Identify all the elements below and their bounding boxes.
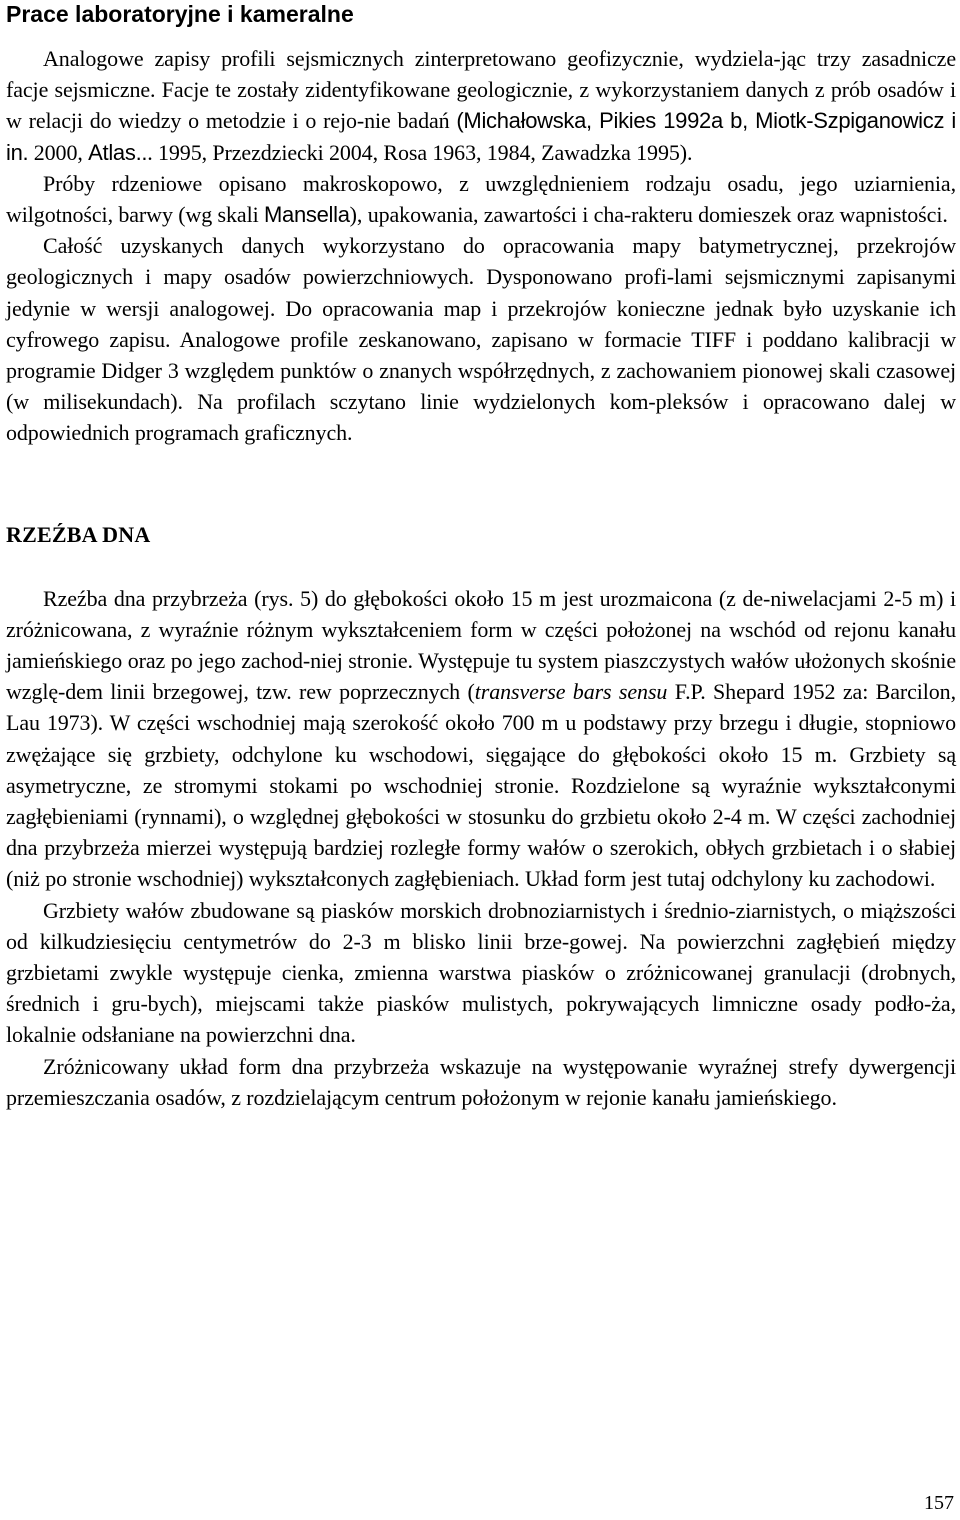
citation-text: Mansella [264, 202, 350, 228]
paragraph-text: . 1995, Przezdziecki 2004, Rosa 1963, 1984, Zawadzka 1995). [147, 139, 693, 165]
paragraph-data-processing: Całość uzyskanych danych wykorzystano do opracowania mapy batymetrycznej, przekrojów geologicznych i mapy osadów powierzchniowych. Dysponowano profi-lami sejsmicznymi zapisanymi jedynie w wersji analogowej. Do opracowania map i przekrojów konieczne jednak było uzyskanie ich cyfrowego zapisu. Analogowe profile zeskanowano, zapisano w formacie TIFF i poddano kalibracji w programie Didger 3 względem punktów o znanych współrzędnych, z zachowaniem pionowej skali czasowej (w milisekundach). Na profilach sczytano linie wydzielonych kom-pleksów i opracowano dalej w odpowiednich programach graficznych. [6, 233, 956, 446]
page-number: 157 [924, 1492, 954, 1514]
document-page [6, 0, 956, 1113]
paragraph-text: Próby rdzeniowe opisano makroskopowo, z uwzględnieniem rodzaju osadu, jego uziarnienia, wilgotności, barwy (wg skali [6, 170, 956, 228]
citation-text: Atlas.. [88, 139, 148, 165]
paragraph-seabed-relief [6, 583, 956, 895]
paragraph-text: Rzeźba dna przybrzeża (rys. 5) do głębokości około 15 m jest urozmaicona (z de-niwelacjami 2-5 m) i zróżnicowana, z wyraźnie różnym wykształceniem form w części położonej na wschód od rejonu kanału jamieńskiego oraz po jego zachod-niej stronie. Występuje tu system piaszczystych wałów ułożonych skośnie wzglę-dem linii brzegowej, tzw. rew poprzecznych ( [6, 585, 956, 705]
paragraph-divergence-zone: Zróżnicowany układ form dna przybrzeża wskazuje na występowanie wyraźnej strefy dywergencji przemieszczania osadów, z rozdzielającym centrum położonym w rejonie kanału jamieńskiego. [6, 1053, 956, 1110]
paragraph-seismic-interpretation [6, 43, 956, 168]
paragraph-text: F.P. Shepard 1952 za: Barcilon, Lau 1973). W części wschodniej mają szerokość około 700 m u podstawy przy brzegu i długie, stopniowo zwężające się grzbiety, odchylone ku wschodowi, sięgające do głębokości około 15 m. Grzbiety są asymetryczne, ze stromymi stokami po wschodniej stronie. Rozdzielone są wyraźnie wykształconymi zagłębieniami (rynnami), o względnej głębokości w stosunku do grzbietu około 2-4 m. W części zachodniej dna przybrzeża mierzei występują bardziej rozległe formy wałów o szerokich, obłych grzbietach i o słabiej (niż po stronie wschodniej) wykształconych zagłębieniach. Układ form jest tutaj odchylony ku zachodowi. [6, 679, 956, 892]
paragraph-ridge-sediments: Grzbiety wałów zbudowane są piasków morskich drobnoziarnistych i średnio-ziarnistych, o miąższości od kilkudziesięciu centymetrów do 2-3 m blisko linii brze-gowej. Na powierzchni zagłębień między grzbietami zwykle występuje cienka, zmienna warstwa piasków o zróżnicowanej granulacji (drobnych, średnich i gru-bych), miejscami także piasków mulistych, pokrywających limniczne osady podło-ża, lokalnie odsłaniane na powierzchni dna. [6, 897, 956, 1048]
citation-text: (Michałowska, Pikies 1992a b, Miotk-Szpiganowicz i in. [6, 108, 956, 165]
paragraph-text: Analogowe zapisy profili sejsmicznych zinterpretowano geofizycznie, wydziela-jąc trzy zasadnicze facje sejsmiczne. Facje te zostały zidentyfikowane geologicznie, z wykorzystaniem danych z prób osadów i w relacji do wiedzy o metodzie i o rejo-nie badań [6, 46, 956, 134]
section-heading: Prace laboratoryjne i kameralne [6, 1, 354, 27]
paragraph-text: ), upakowania, zawartości i cha-rakteru domieszek oraz wapnistości. [349, 202, 948, 228]
section-title: RZEŹBA DNA [6, 521, 151, 547]
paragraph-text: 2000, [28, 139, 89, 165]
paragraph-core-samples [6, 168, 956, 230]
italic-term: transverse bars sensu [474, 679, 668, 705]
